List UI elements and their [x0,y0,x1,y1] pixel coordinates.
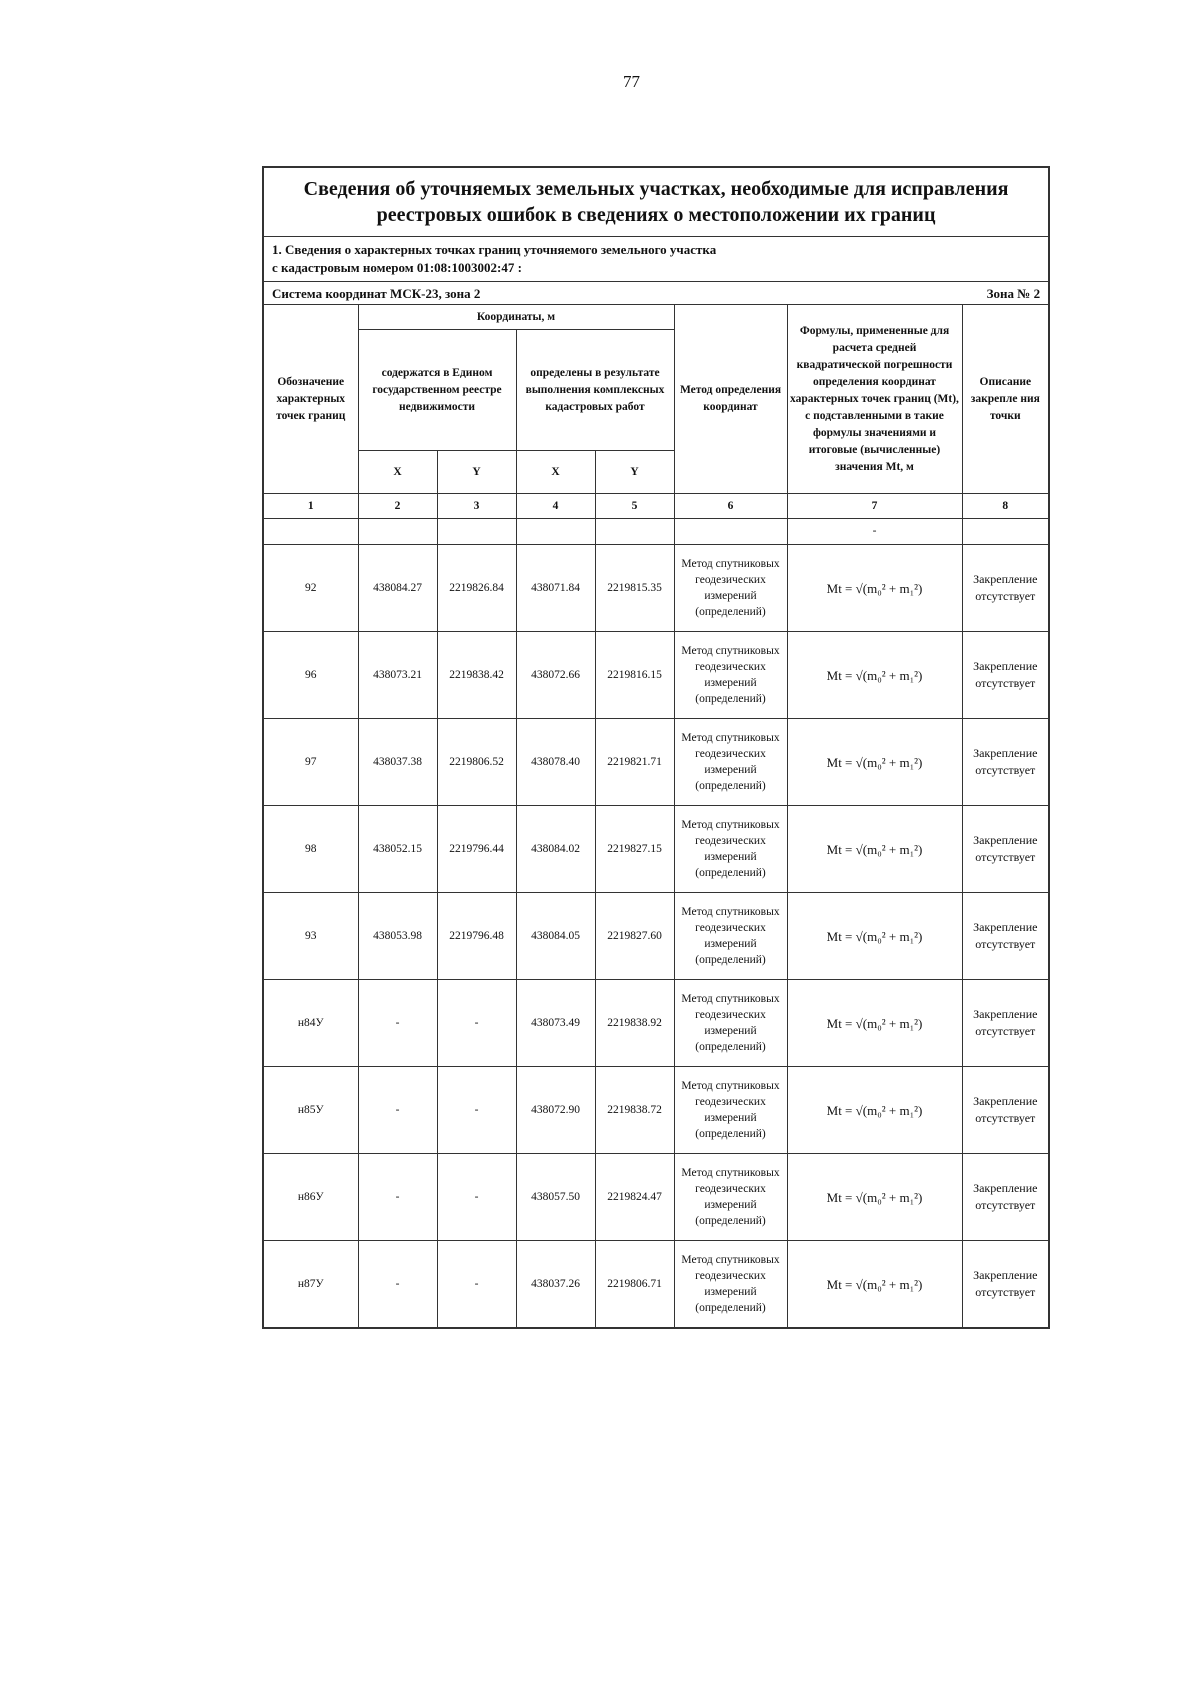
blank-row [263,519,1049,545]
cell-formula: Mt = √(m₀² + m₁²) [787,632,962,719]
cell-x-egrn: - [358,1067,437,1154]
cell-method: Метод спутниковых геодезических измерений (определений) [674,1241,787,1329]
cell-y-determined: 2219838.92 [595,980,674,1067]
cell-point: н87У [263,1241,358,1329]
cell-x-egrn: 438053.98 [358,893,437,980]
cell-x-egrn: 438073.21 [358,632,437,719]
header-coordinates: Координаты, м [358,305,674,330]
cell-method: Метод спутниковых геодезических измерений (определений) [674,980,787,1067]
column-number: 1 [263,494,358,519]
cell-y-egrn: 2219838.42 [437,632,516,719]
cell-point: н86У [263,1154,358,1241]
table-row [263,545,1049,632]
header-egrn: содержатся в Едином государственном реестре недвижимости [358,330,516,451]
cell-point: 92 [263,545,358,632]
cell-x-determined: 438057.50 [516,1154,595,1241]
cell-x-determined: 438073.49 [516,980,595,1067]
header-description: Описание закрепле ния точки [962,305,1049,494]
column-number: 5 [595,494,674,519]
cell-x-determined: 438084.05 [516,893,595,980]
cell-point: 93 [263,893,358,980]
blank-cell [437,519,516,545]
header-formula: Формулы, примененные для расчета средней квадратической погрешности определения координат характерных точек границ (Mt), с подставленными в такие формулы значениями и итоговые (вычисленные) значения Mt, м [787,305,962,494]
cell-method: Метод спутниковых геодезических измерений (определений) [674,806,787,893]
blank-cell [516,519,595,545]
cell-point: 96 [263,632,358,719]
column-number: 6 [674,494,787,519]
cell-description: Закрепление отсутствует [962,632,1049,719]
column-number: 2 [358,494,437,519]
section-line-1: 1. Сведения о характерных точках границ уточняемого земельного участка [272,242,717,257]
cell-point: 98 [263,806,358,893]
cell-description: Закрепление отсутствует [962,719,1049,806]
cell-y-egrn: 2219826.84 [437,545,516,632]
table-row [263,980,1049,1067]
table-row [263,1241,1049,1329]
cell-y-determined: 2219806.71 [595,1241,674,1329]
header-point: Обозначение характерных точек границ [263,305,358,494]
blank-formula-cell: - [787,519,962,545]
cell-y-egrn: 2219796.44 [437,806,516,893]
cell-formula: Mt = √(m₀² + m₁²) [787,1154,962,1241]
cell-x-determined: 438071.84 [516,545,595,632]
column-number: 8 [962,494,1049,519]
cell-x-egrn: 438052.15 [358,806,437,893]
cell-formula: Mt = √(m₀² + m₁²) [787,1067,962,1154]
cell-description: Закрепление отсутствует [962,1241,1049,1329]
blank-cell [263,519,358,545]
coordinate-system-label: Система координат МСК-23, зона 2 [272,285,481,301]
cell-method: Метод спутниковых геодезических измерений (определений) [674,719,787,806]
cell-x-egrn: - [358,1241,437,1329]
cell-formula: Mt = √(m₀² + m₁²) [787,893,962,980]
table-row [263,1154,1049,1241]
cell-y-determined: 2219827.60 [595,893,674,980]
cell-y-egrn: - [437,1154,516,1241]
cell-formula: Mt = √(m₀² + m₁²) [787,719,962,806]
cell-formula: Mt = √(m₀² + m₁²) [787,545,962,632]
cell-x-egrn: 438084.27 [358,545,437,632]
coordinate-system-row [263,282,1049,305]
cell-formula: Mt = √(m₀² + m₁²) [787,806,962,893]
cell-x-egrn: 438037.38 [358,719,437,806]
cell-description: Закрепление отсутствует [962,1067,1049,1154]
cell-method: Метод спутниковых геодезических измерений (определений) [674,1154,787,1241]
cell-y-determined: 2219816.15 [595,632,674,719]
zone-label: Зона № 2 [986,285,1041,301]
header-x-egrn: X [358,451,437,494]
header-method: Метод определения координат [674,305,787,494]
cell-point: н84У [263,980,358,1067]
cell-formula: Mt = √(m₀² + m₁²) [787,980,962,1067]
column-number: 4 [516,494,595,519]
cell-y-egrn: 2219796.48 [437,893,516,980]
cell-y-determined: 2219824.47 [595,1154,674,1241]
table-row [263,893,1049,980]
cell-description: Закрепление отсутствует [962,893,1049,980]
cell-point: н85У [263,1067,358,1154]
cell-x-determined: 438072.66 [516,632,595,719]
cell-description: Закрепление отсутствует [962,1154,1049,1241]
cell-y-egrn: - [437,1067,516,1154]
page-number: 77 [623,72,640,91]
cell-point: 97 [263,719,358,806]
column-number: 7 [787,494,962,519]
header-y-determined: Y [595,451,674,494]
cell-y-egrn: - [437,1241,516,1329]
cell-description: Закрепление отсутствует [962,545,1049,632]
cell-y-determined: 2219838.72 [595,1067,674,1154]
cell-x-determined: 438084.02 [516,806,595,893]
cell-y-egrn: - [437,980,516,1067]
cell-description: Закрепление отсутствует [962,806,1049,893]
blank-cell [358,519,437,545]
table-row [263,1067,1049,1154]
document-title: Сведения об уточняемых земельных участках, необходимые для исправления реестровых ошибок в сведениях о местоположении их границ [263,167,1049,237]
cell-x-determined: 438037.26 [516,1241,595,1329]
cell-method: Метод спутниковых геодезических измерений (определений) [674,893,787,980]
table-row [263,719,1049,806]
section-line-2: с кадастровым номером 01:08:1003002:47 : [272,260,522,275]
header-y-egrn: Y [437,451,516,494]
cell-formula: Mt = √(m₀² + m₁²) [787,1241,962,1329]
section-heading [263,237,1049,282]
cell-method: Метод спутниковых геодезических измерений (определений) [674,545,787,632]
cell-x-determined: 438078.40 [516,719,595,806]
cell-y-determined: 2219821.71 [595,719,674,806]
cell-y-egrn: 2219806.52 [437,719,516,806]
cell-method: Метод спутниковых геодезических измерений (определений) [674,632,787,719]
header-determined: определены в результате выполнения комплексных кадастровых работ [516,330,674,451]
table-row [263,632,1049,719]
cell-x-determined: 438072.90 [516,1067,595,1154]
table-row [263,806,1049,893]
cell-y-determined: 2219827.15 [595,806,674,893]
header-x-determined: X [516,451,595,494]
cell-y-determined: 2219815.35 [595,545,674,632]
boundary-points-table [262,166,1050,1329]
cell-description: Закрепление отсутствует [962,980,1049,1067]
cell-method: Метод спутниковых геодезических измерений (определений) [674,1067,787,1154]
cell-x-egrn: - [358,980,437,1067]
blank-cell [962,519,1049,545]
blank-cell [595,519,674,545]
blank-cell [674,519,787,545]
cell-x-egrn: - [358,1154,437,1241]
column-number: 3 [437,494,516,519]
